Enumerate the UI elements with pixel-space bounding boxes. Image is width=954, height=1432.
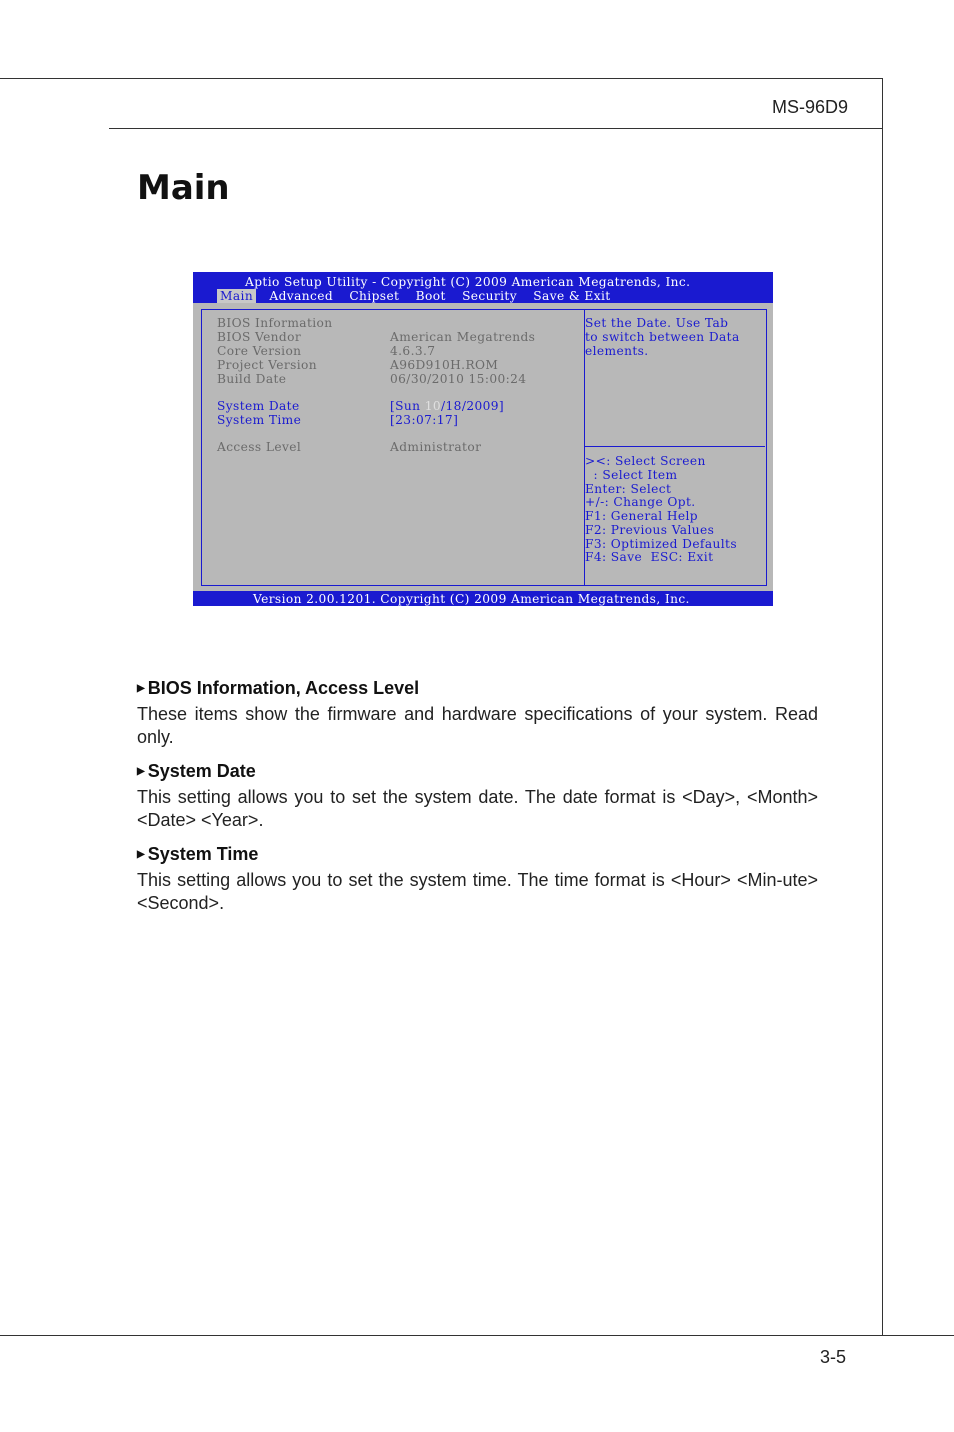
bios-info-heading: BIOS Information bbox=[217, 316, 333, 330]
system-time-label[interactable]: System Time bbox=[217, 413, 302, 427]
tab-boot[interactable]: Boot bbox=[415, 289, 446, 303]
section-text: These items show the firmware and hardware specifications of your system. Read only. bbox=[137, 704, 818, 747]
bios-divider-horizontal bbox=[584, 446, 765, 447]
tab-chipset[interactable]: Chipset bbox=[349, 289, 400, 303]
key-help-line: : Select Item bbox=[585, 468, 678, 482]
key-help-line: F2: Previous Values bbox=[585, 523, 715, 537]
bios-title-bar bbox=[193, 272, 773, 303]
core-version-value: 4.6.3.7 bbox=[390, 344, 436, 358]
key-help-line: F4: Save ESC: Exit bbox=[585, 550, 714, 564]
access-level-value: Administrator bbox=[390, 440, 482, 454]
system-time-field[interactable]: [23:07:17] bbox=[390, 413, 459, 427]
system-date-label[interactable]: System Date bbox=[217, 399, 300, 413]
section-heading: BIOS Information, Access Level bbox=[147, 678, 420, 698]
tab-security[interactable]: Security bbox=[462, 289, 518, 303]
help-text-line: elements. bbox=[585, 344, 649, 358]
section-heading: System Time bbox=[147, 844, 259, 864]
section-text: This setting allows you to set the system time. The time format is <Hour> <Min-ute> <Second>. bbox=[137, 870, 818, 913]
page-number: 3-5 bbox=[819, 1347, 846, 1367]
system-date-month[interactable]: 10 bbox=[424, 399, 441, 413]
build-date-value: 06/30/2010 15:00:24 bbox=[390, 372, 527, 386]
model-number: MS-96D9 bbox=[771, 97, 848, 117]
core-version-label: Core Version bbox=[217, 344, 302, 358]
key-help-line: F3: Optimized Defaults bbox=[585, 537, 738, 551]
bullet-arrow-icon: ▶ bbox=[137, 849, 145, 860]
tab-advanced[interactable]: Advanced bbox=[269, 289, 334, 303]
key-help-line: F1: General Help bbox=[585, 509, 699, 523]
system-date-field[interactable] bbox=[390, 399, 504, 413]
tab-main[interactable]: Main bbox=[217, 289, 256, 303]
build-date-label: Build Date bbox=[217, 372, 287, 386]
bios-footer-text: Version 2.00.1201. Copyright (C) 2009 American Megatrends, Inc. bbox=[253, 592, 690, 606]
bios-footer-bar bbox=[193, 591, 773, 606]
page-title: Main bbox=[137, 168, 230, 208]
access-level-label: Access Level bbox=[217, 440, 302, 454]
key-help-line: Enter: Select bbox=[585, 482, 672, 496]
section-heading: System Date bbox=[147, 761, 256, 781]
bios-vendor-value: American Megatrends bbox=[390, 330, 536, 344]
bios-vendor-label: BIOS Vendor bbox=[217, 330, 302, 344]
help-text-line: to switch between Data bbox=[585, 330, 740, 344]
top-rule bbox=[0, 78, 883, 79]
bullet-arrow-icon: ▶ bbox=[137, 683, 145, 694]
bios-tab-bar bbox=[217, 289, 620, 303]
system-date-suffix: /18/2009] bbox=[441, 399, 505, 413]
section-system-time bbox=[137, 843, 818, 915]
system-date-prefix: [Sun bbox=[390, 399, 425, 413]
project-version-value: A96D910H.ROM bbox=[390, 358, 499, 372]
section-text: This setting allows you to set the system date. The date format is <Day>, <Month> <Date> <Year>. bbox=[137, 787, 818, 830]
key-help-line: +/-: Change Opt. bbox=[585, 495, 696, 509]
bullet-arrow-icon: ▶ bbox=[137, 766, 145, 777]
bios-screenshot bbox=[193, 272, 773, 606]
project-version-label: Project Version bbox=[217, 358, 318, 372]
section-system-date bbox=[137, 760, 818, 832]
key-help-line: ><: Select Screen bbox=[585, 454, 706, 468]
help-text-line: Set the Date. Use Tab bbox=[585, 316, 729, 330]
bios-title: Aptio Setup Utility - Copyright (C) 2009 American Megatrends, Inc. bbox=[245, 275, 691, 289]
section-bios-info bbox=[137, 677, 818, 749]
header-rule bbox=[109, 128, 883, 129]
right-margin-rule bbox=[882, 78, 883, 1336]
bottom-rule bbox=[0, 1335, 954, 1336]
tab-save-exit[interactable]: Save & Exit bbox=[533, 289, 611, 303]
